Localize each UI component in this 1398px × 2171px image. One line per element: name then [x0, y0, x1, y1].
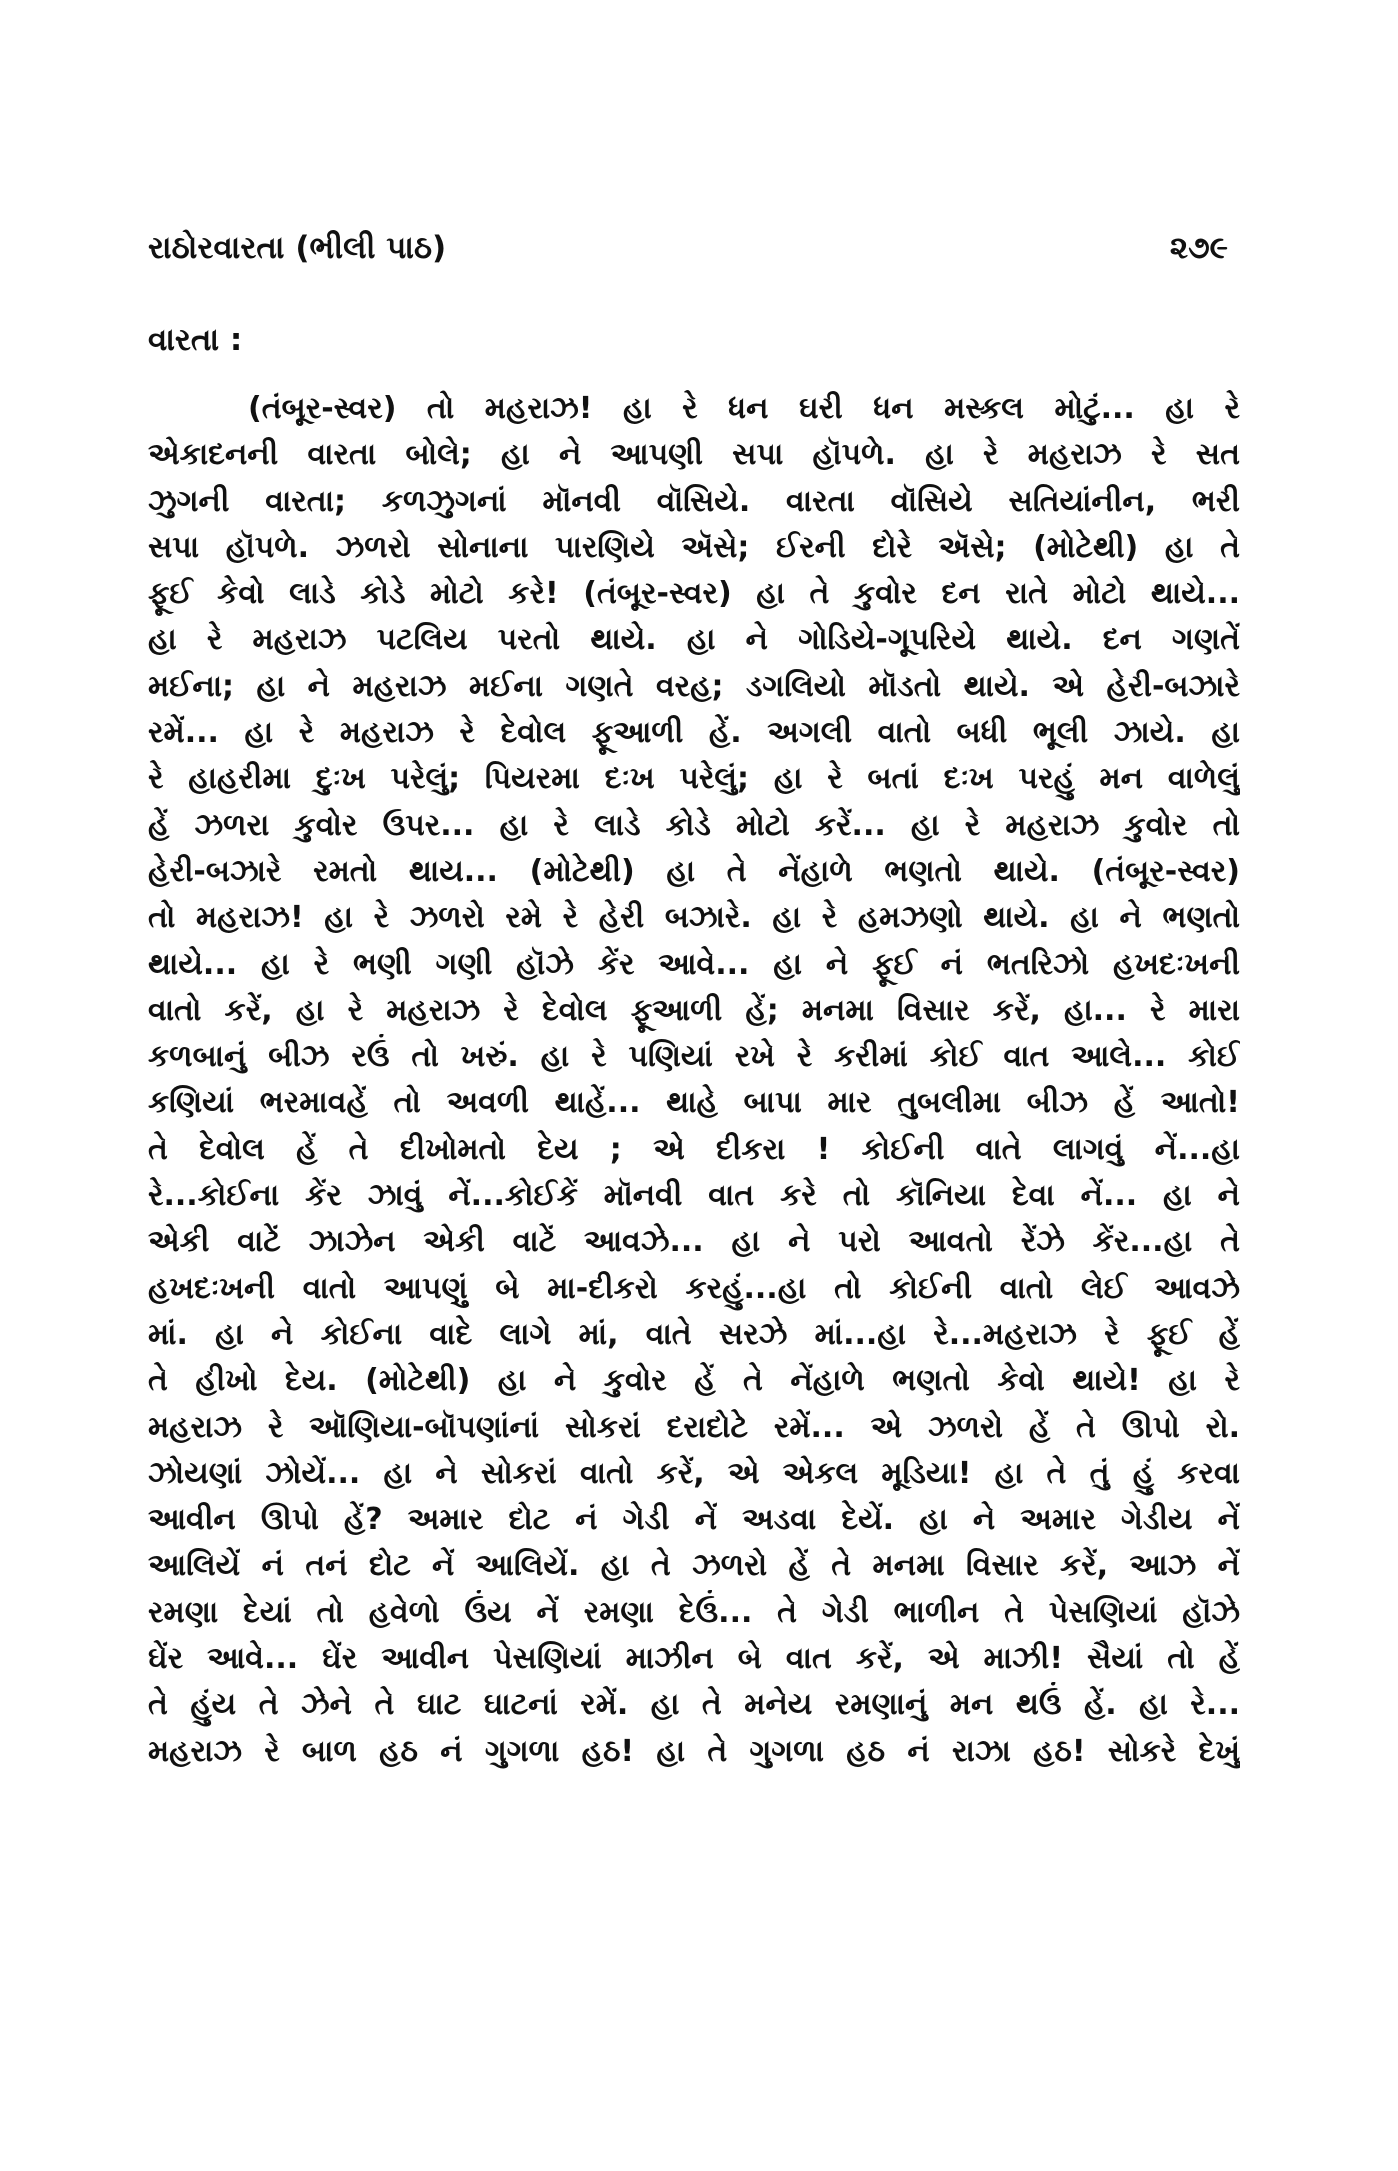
text-line: રમેં... હા રે મહરાઝ રે દેવોલ ફૂઆળી હેં. અગલી વાતો બધી ભૂલી ઝાયે. હા [148, 715, 1240, 751]
text-line: મઈના; હા ને મહરાઝ મઈના ગણતે વરહ; ડગલિયો મૉડતો થાયે. એ હેરી-બઝારે [148, 668, 1240, 704]
text-line: તો મહરાઝ! હા રે ઝળરો રમે રે હેરી બઝારે. હા રે હમઝણો થાયે. હા ને ભણતો [148, 900, 1240, 936]
text-line: તે દેવોલ હેં તે દીખોમતો દેય ; એ દીકરા ! કોઈની વાતે લાગવું નેં...હા [148, 1131, 1240, 1167]
text-line: રે...કોઈના કેંર ઝાવું નેં...કોઈકેં મૉનવી વાત કરે તો કૉનિયા દેવા નેં... હા ને [148, 1178, 1240, 1214]
text-line: હેં ઝળરા કુવોર ઉપર... હા રે લાડે કોડે મોટો કરેં... હા રે મહરાઝ કુવોર તો [148, 807, 1240, 843]
text-line: ઘેંર આવે... ઘેંર આવીન પેસણિયાં માઝીન બે વાત કરેં, એ માઝી! સૈયાં તો હેં [148, 1641, 1240, 1677]
text-line: રે હાહરીમા દુઃખ પરેલું; પિયરમા દઃખ પરેલું; હા રે બતાં દઃખ પરહું મન વાળેલું [148, 761, 1240, 797]
text-line: એકાદનની વારતા બોલે; હા ને આપણી સપા હૉપળે. હા રે મહરાઝ રે સત [148, 437, 1240, 473]
text-line: મહરાઝ રે ઑણિયા-બૉપણાંનાં સોકરાં દરાદોટે રમેં... એ ઝળરો હેં તે ઊપો રો. [148, 1409, 1240, 1445]
text-line: (તંબૂર-સ્વર) તો મહરાઝ! હા રે ધન ઘરી ધન મસ્કલ મોટું... હા રે [248, 391, 1240, 426]
text-line: હા રે મહરાઝ પટલિય પરતો થાયે. હા ને ગોડિયે-ગૂપરિયે થાયે. દન ગણતેં [148, 622, 1240, 658]
text-line: તે હીખો દેય. (મોટેથી) હા ને કુવોર હેં તે નેંહાળે ભણતો કેવો થાયે! હા રે [148, 1363, 1240, 1399]
text-line: માં. હા ને કોઈના વાદે લાગે માં, વાતે સરઝે માં...હા રે...મહરાઝ રે ફૂઈ હેં [148, 1316, 1240, 1352]
text-line: કળબાનું બીઝ રઉં તો ખરું. હા રે પણિયાં રખે રે કરીમાં કોઈ વાત આલે... કોઈ [148, 1039, 1240, 1075]
text-line: હેરી-બઝારે રમતો થાય... (મોટેથી) હા તે નેંહાળે ભણતો થાયે. (તંબૂર-સ્વર) [148, 853, 1240, 889]
text-line: કણિયાં ભરમાવહેં તો અવળી થાહેં... થાહે બાપા માર તુબલીમા બીઝ હેં આતો! [148, 1085, 1240, 1121]
text-line: આલિયેં નં તનં દોટ નેં આલિયેં. હા તે ઝળરો હેં તે મનમા વિસાર કરેં, આઝ નેં [148, 1548, 1240, 1584]
text-line: ઝોયણાં ઝોયેં... હા ને સોકરાં વાતો કરેં, એ એકલ મૂડિયા! હા તે તું હું કરવા [148, 1455, 1240, 1491]
text-line: મહરાઝ રે બાળ હઠ નં ગુગળા હઠ! હા તે ગુગળા હઠ નં રાઝા હઠ! સોકરે દેખું [148, 1733, 1240, 1769]
text-line: વાતો કરેં, હા રે મહરાઝ રે દેવોલ ફૂઆળી હેં; મનમા વિસાર કરેં, હા... રે મારા [148, 992, 1240, 1028]
running-head [148, 230, 1228, 280]
text-line: સપા હૉપળે. ઝળરો સોનાના પારણિયે ઍસે; ઈરની દોરે ઍસે; (મોટેથી) હા તે [148, 529, 1240, 565]
section-label: વારતા : [148, 322, 243, 358]
body-paragraph [148, 386, 1240, 1775]
text-line: એકી વાટેં ઝાઝેન એકી વાટેં આવઝે... હા ને પરો આવતો રેંઝે કેંર...હા તે [148, 1224, 1240, 1260]
text-line: તે હુંય તે ઝેને તે ઘાટ ઘાટનાં રમેં. હા તે મનેય રમણાનું મન થઉં હેં. હા રે... [148, 1687, 1240, 1723]
text-line: ફૂઈ કેવો લાડે કોડે મોટો કરે! (તંબૂર-સ્વર) હા તે કુવોર દન રાતે મોટો થાયે... [148, 576, 1240, 612]
text-line: થાયે... હા રે ભણી ગણી હૉઝે કેંર આવે... હા ને ફૂઈ નં ભતરિઝો હખદઃખની [148, 946, 1240, 982]
text-line: આવીન ઊપો હેં? અમાર દોટ નં ગેડી નેં અડવા દેયેં. હા ને અમાર ગેડીય નેં [148, 1502, 1240, 1538]
text-line: રમણા દેયાં તો હવેળો ઉંય નેં રમણા દેઉં... તે ગેડી ભાળીન તે પેસણિયાં હૉઝે [148, 1594, 1240, 1630]
running-title: રાઠોરવારતા (ભીલી પાઠ) [148, 230, 447, 266]
page-number: ૨૭૯ [1169, 230, 1228, 266]
text-line: ઝુગની વારતા; કળઝુગનાં મૉનવી વૉસિયે. વારતા વૉસિયે સતિયાંનીન, ભરી [148, 483, 1240, 519]
text-line: હખદઃખની વાતો આપણું બે મા-દીકરો કરહું...હા તો કોઈની વાતો લેઈ આવઝે [148, 1270, 1240, 1306]
